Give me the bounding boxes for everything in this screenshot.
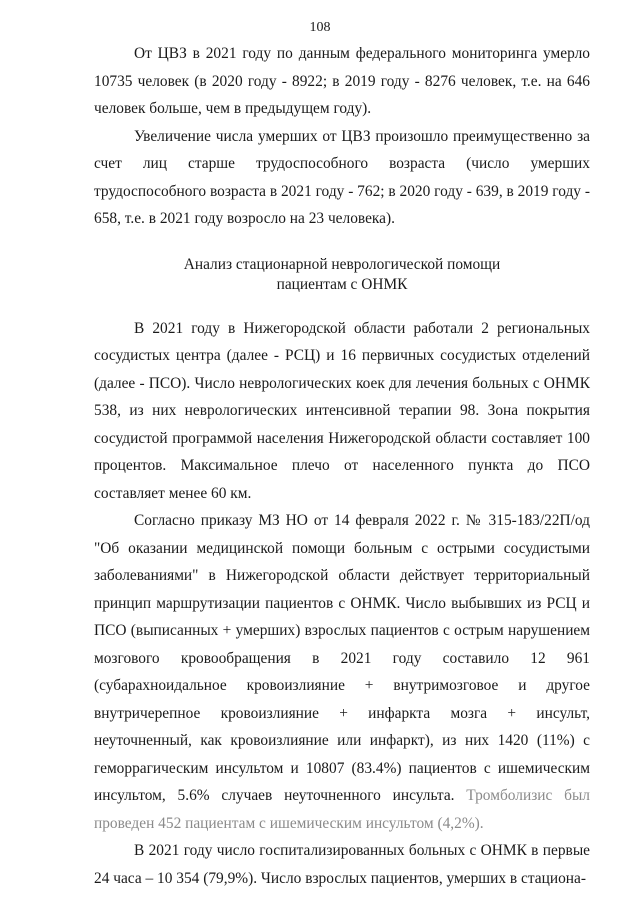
section-heading-line-1: Анализ стационарной неврологической помощи — [183, 255, 501, 273]
paragraph-routing-order-main: Согласно приказу МЗ НО от 14 февраля 2022 г. № 315-183/22П/од "Об оказании медицинской помощи больным с острыми сосудистыми заболеваниями" в Нижегородской области действует территориальный принцип маршрутизации пациентов с ОНМК. Число выбывших из РСЦ и ПСО (выписанных + умерших) взрослых пациентов с острым нарушением мозгового кровообращения в 2021 году составило 12 961 (субарахноидальное кровоизлияние + внутримозговое и другое внутричерепное кровоизлияние + инфаркта мозга + инсульт, неуточненный, как кровоизлияние или инфаркт), из них 1420 (11%) с геморрагическим инсультом и 10807 (83.4%) пациентов с ишемическим инсультом, 5.6% случаев неуточненного инсульта. — [94, 512, 590, 804]
paragraph-cvz-increase: Увеличение числа умерших от ЦВЗ произошло преимущественно за счет лиц старше трудоспособного возраста (число умерших трудоспособного возраста в 2021 году - 762; в 2020 году - 639, в 2019 году - 658, т.е. в 2021 году возросло на 23 человека). — [94, 127, 590, 227]
section-heading — [94, 255, 590, 295]
paragraph-hospitalized: В 2021 году число госпитализированных больных с ОНМК в первые 24 часа – 10 354 (79,9%). Число взрослых пациентов, умерших в стациона- — [94, 842, 590, 887]
paragraph-thrombolysis: Тромболизис был проведен 452 пациентам с ишемическим инсультом (4,2%). — [94, 787, 590, 832]
paragraph-vascular-centers: В 2021 году в Нижегородской области работали 2 региональных сосудистых центра (далее - РСЦ) и 16 первичных сосудистых отделений (далее - ПСО). Число неврологических коек для лечения больных с ОНМК 538, из них неврологических интенсивной терапии 98. Зона покрытия сосудистой программой населения Нижегородской области составляет 100 процентов. Максимальное плечо от населенного пункта до ПСО составляет менее 60 км. — [94, 319, 590, 502]
paragraph-routing-order — [94, 507, 590, 837]
page-content — [94, 40, 590, 892]
paragraph-cvz-deaths: От ЦВЗ в 2021 году по данным федерального мониторинга умерло 10735 человек (в 2020 году - 8922; в 2019 году - 8276 человек, т.е. на 646 человек больше, чем в предыдущем году). — [94, 45, 590, 117]
section-heading-line-2: пациентам с ОНМК — [276, 275, 408, 293]
page-number: 108 — [309, 20, 331, 35]
